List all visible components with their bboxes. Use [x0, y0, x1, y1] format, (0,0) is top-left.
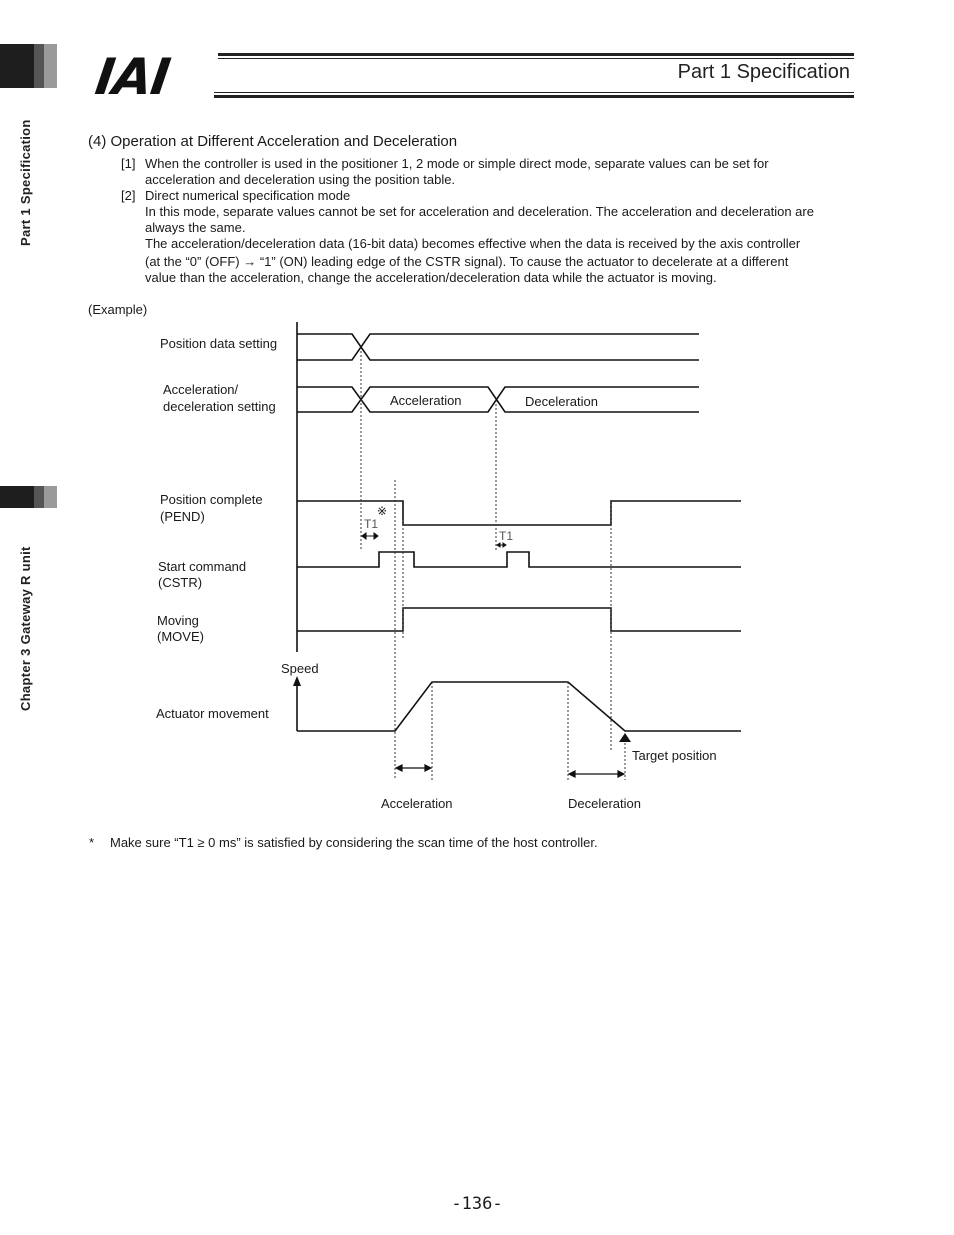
example-label: (Example) [88, 302, 148, 317]
label-cstr-2: (CSTR) [158, 575, 203, 590]
item-2-line-4: The acceleration/deceleration data (16-bit data) becomes effective when the data is received by the axis controller [145, 236, 801, 251]
target-position-marker [619, 733, 631, 742]
t1-label-2: T1 [499, 529, 514, 543]
label-move-2: (MOVE) [157, 629, 204, 644]
label-pend-1: Position complete [160, 492, 263, 507]
side-label-chapter: Chapter 3 Gateway R unit [18, 546, 33, 711]
item-2-line-2: In this mode, separate values cannot be set for acceleration and deceleration. The acceleration and deceleration are [145, 204, 814, 219]
item-2-number: [2] [121, 188, 136, 203]
cstr-signal [297, 552, 741, 567]
label-target-position: Target position [632, 748, 717, 763]
label-accdec-1: Acceleration/ [163, 382, 239, 397]
t1-label-1: T1 [364, 517, 379, 531]
item-1-number: [1] [121, 156, 136, 171]
item-2-line-6: value than the acceleration, change the acceleration/deceleration data while the actuator is moving. [145, 270, 717, 285]
label-speed: Speed [281, 661, 319, 676]
item-1-line-1: When the controller is used in the positioner 1, 2 mode or simple direct mode, separate values can be set for [145, 156, 769, 171]
move-signal [297, 608, 741, 631]
label-position-data: Position data setting [160, 336, 278, 351]
label-accdec-2: deceleration setting [163, 399, 276, 414]
iai-logo: IAI [91, 48, 173, 106]
label-cstr-1: Start command [158, 559, 247, 574]
item-2-line-1: Direct numerical specification mode [145, 188, 351, 203]
section-title: (4) Operation at Different Acceleration and Deceleration [88, 133, 458, 150]
label-bottom-deceleration: Deceleration [568, 796, 641, 811]
item-2-line-5: (at the “0” (OFF) → “1” (ON) leading edge of the CSTR signal). To cause the actuator to decelerate at a different [145, 254, 789, 269]
pos-data-top [297, 334, 699, 360]
item-2-line-3: always the same. [145, 220, 246, 235]
footnote-mark: * [89, 835, 95, 850]
label-move-1: Moving [157, 613, 199, 628]
label-pend-2: (PEND) [160, 509, 205, 524]
page-number: -136- [451, 1194, 503, 1214]
accdec-value-acceleration: Acceleration [390, 393, 462, 408]
pos-data-bottom [297, 334, 699, 360]
side-label-part: Part 1 Specification [18, 119, 33, 246]
item-1-line-2: acceleration and deceleration using the position table. [145, 172, 456, 187]
speed-axis-arrow [293, 676, 301, 686]
accdec-bottom [297, 387, 699, 412]
label-actuator-movement: Actuator movement [156, 706, 269, 721]
accdec-value-deceleration: Deceleration [525, 394, 598, 409]
accdec-top [297, 387, 699, 412]
label-bottom-acceleration: Acceleration [381, 796, 453, 811]
note-mark: ※ [377, 504, 388, 518]
footnote-text: Make sure “T1 ≥ 0 ms” is satisfied by considering the scan time of the host controller. [110, 835, 598, 850]
header-title: Part 1 Specification [677, 61, 850, 83]
speed-profile [297, 682, 741, 731]
